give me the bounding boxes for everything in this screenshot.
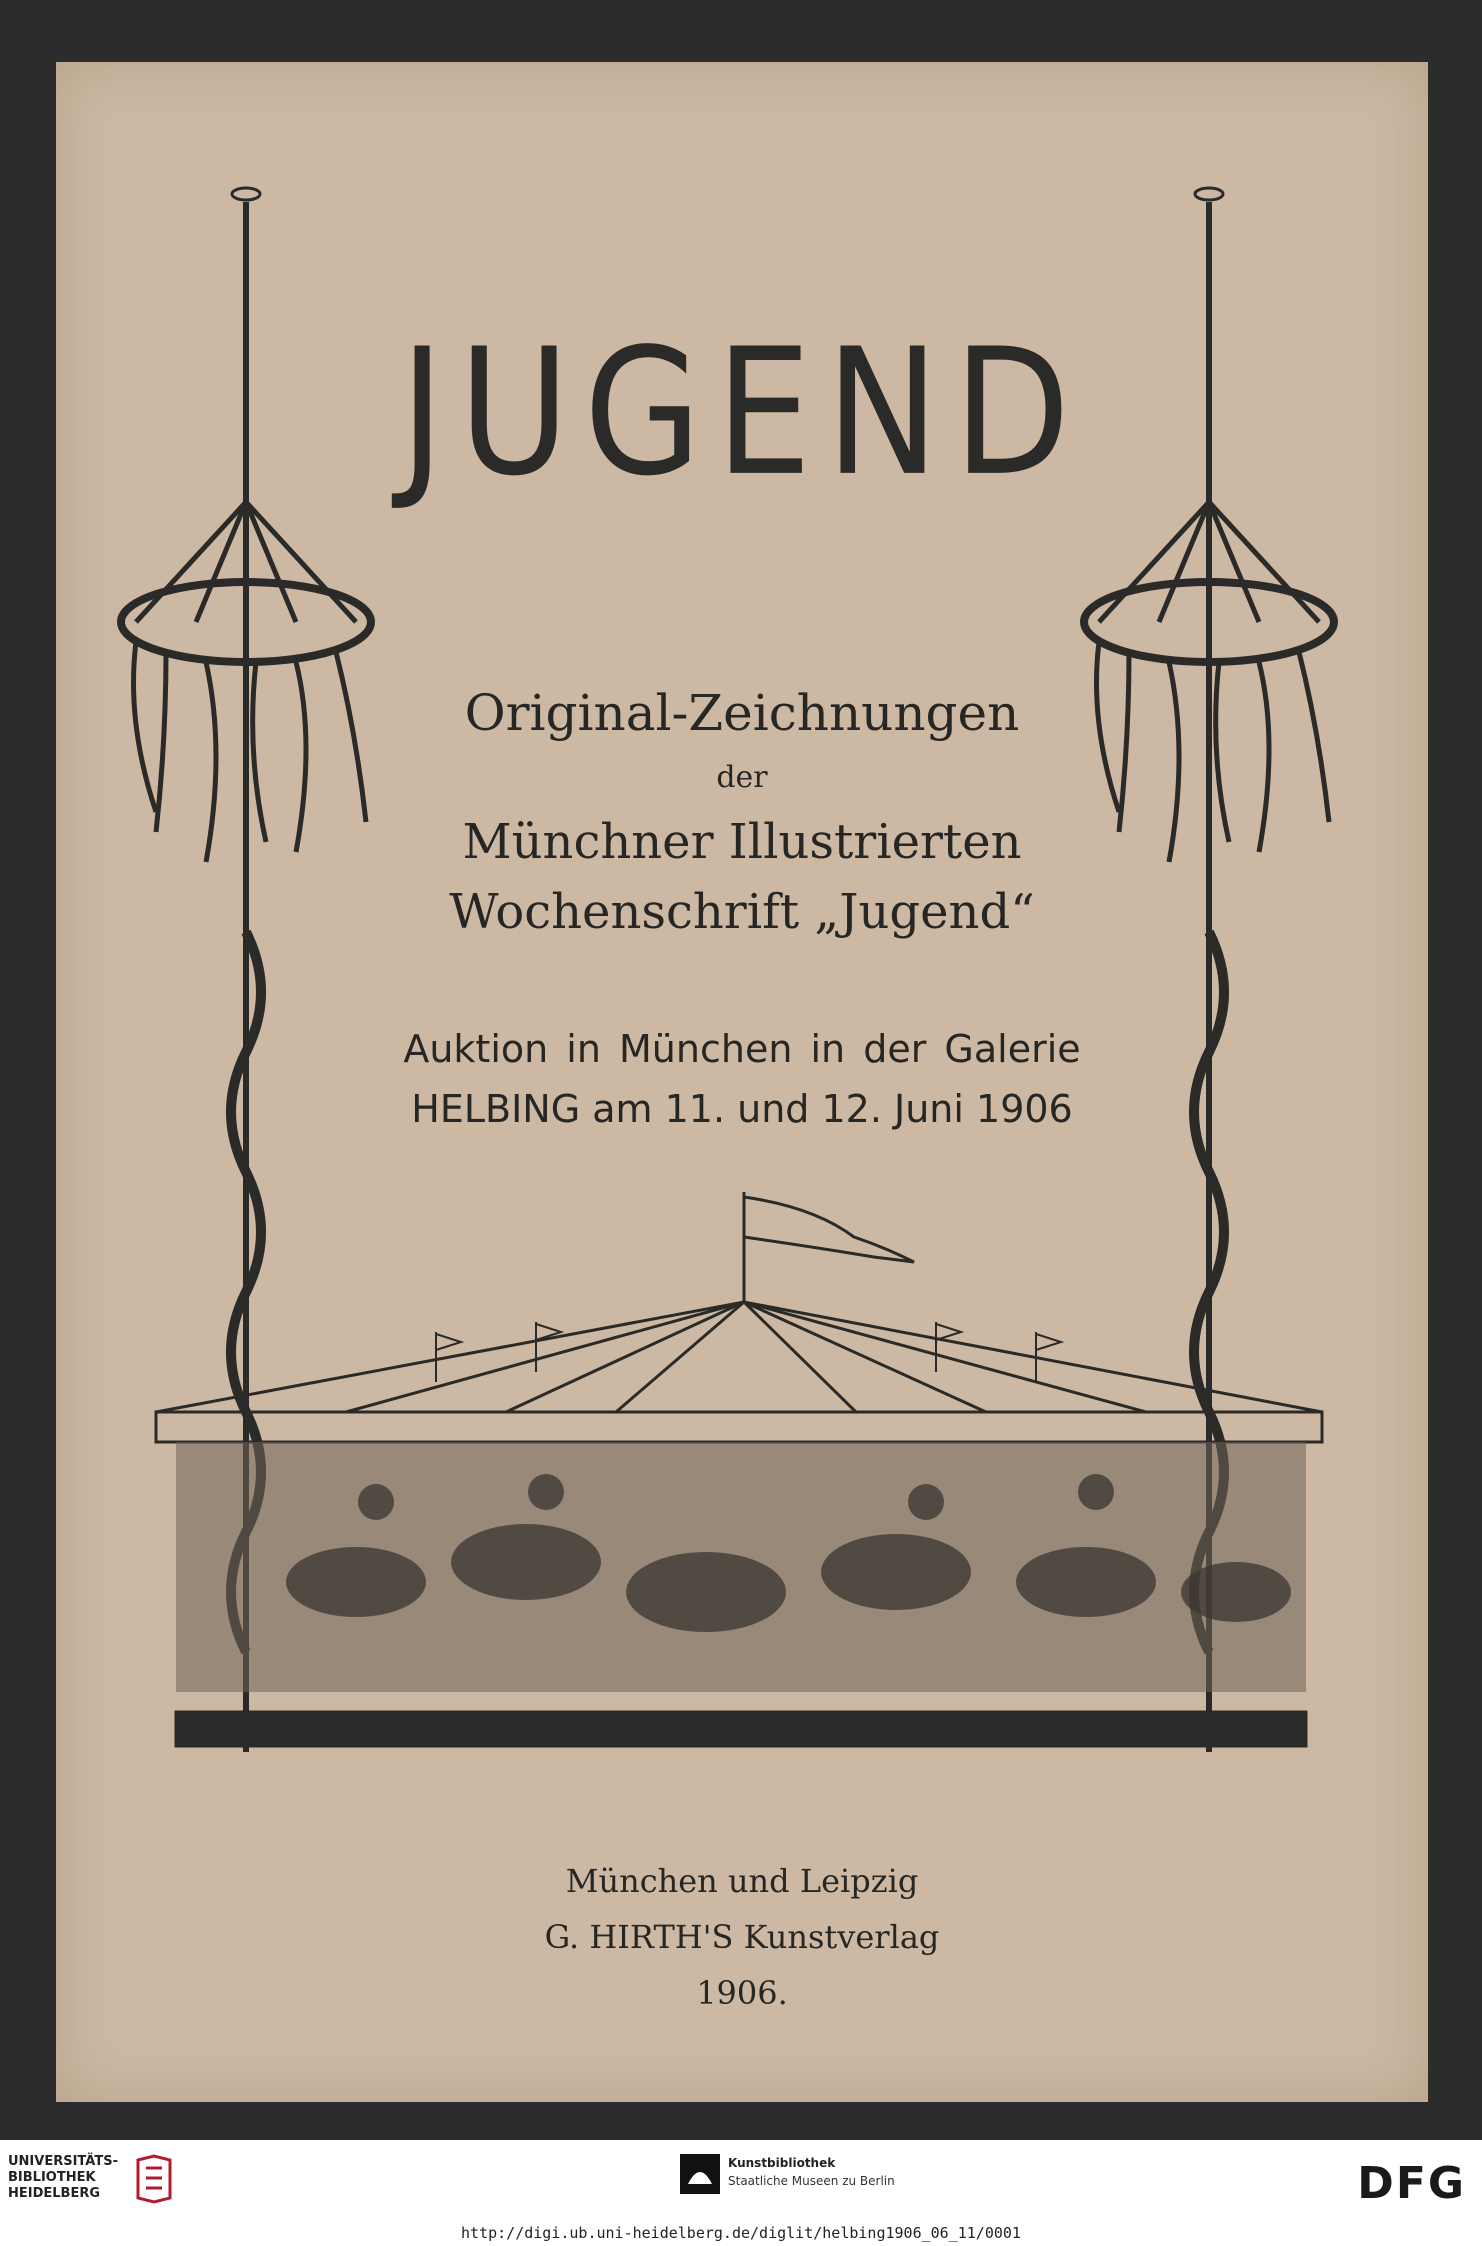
auction-line-2: HELBING am 11. und 12. Juni 1906 (411, 1087, 1073, 1131)
publisher-line-3: 1906. (696, 1974, 788, 2012)
publisher-line-1: München und Leipzig (565, 1862, 919, 1900)
kunstbibliothek-name: Kunstbibliothek (728, 2156, 836, 2170)
subtitle-line-1: Original-Zeichnungen (464, 684, 1020, 742)
publisher-line-2: G. HIRTH'S Kunstverlag (544, 1918, 940, 1956)
auction-line-1: Auktion in München in der Galerie (403, 1027, 1081, 1071)
dfg-logo: DFG (1357, 2158, 1466, 2209)
university-library-logo-text: UNIVERSITÄTS-BIBLIOTHEK HEIDELBERG (8, 2154, 118, 2201)
kunstbibliothek-icon (680, 2154, 720, 2194)
subtitle-line-4: Wochenschrift „Jugend“ (449, 884, 1035, 940)
university-library-icon (134, 2154, 174, 2204)
digitization-footer (0, 2140, 1482, 2246)
subtitle-line-3: Münchner Illustrierten (462, 814, 1022, 870)
kunstbibliothek-subtitle: Staatliche Museen zu Berlin (728, 2174, 895, 2188)
subtitle-line-2: der (716, 760, 768, 795)
cover-title: JUGEND (399, 310, 1085, 515)
permalink-url[interactable]: http://digi.ub.uni-heidelberg.de/diglit/helbing1906_06_11/0001 (461, 2224, 1021, 2242)
cover-page (56, 62, 1428, 2102)
